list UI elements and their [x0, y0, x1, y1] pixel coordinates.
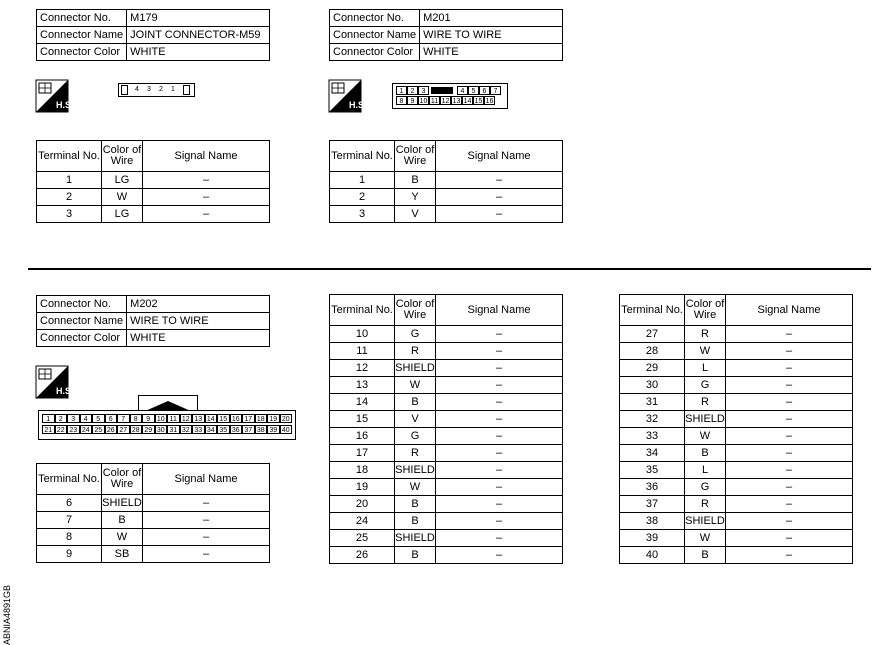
signal-cell: –	[436, 326, 563, 343]
pin: 7	[117, 414, 130, 423]
table-row	[620, 513, 853, 530]
pin: 6	[479, 86, 490, 95]
m179-connector-face	[118, 83, 195, 97]
wire-color-cell: W	[395, 377, 436, 394]
latch-left	[121, 85, 128, 95]
signal-cell: –	[726, 428, 853, 445]
pin: 28	[130, 425, 143, 434]
table-row	[330, 326, 563, 343]
pin: 24	[80, 425, 93, 434]
wire-color-cell: R	[395, 343, 436, 360]
terminal-cell: 19	[330, 479, 395, 496]
terminal-cell: 24	[330, 513, 395, 530]
wire-color-cell: B	[395, 547, 436, 564]
signal-cell: –	[436, 496, 563, 513]
pin: 3	[147, 86, 151, 93]
table-row	[620, 377, 853, 394]
connector-name-label: Connector Name	[330, 27, 420, 44]
signal-cell: –	[726, 530, 853, 547]
pin: 8	[130, 414, 143, 423]
terminal-cell: 18	[330, 462, 395, 479]
pin: 13	[192, 414, 205, 423]
wire-color-cell: B	[102, 512, 143, 529]
signal-cell: –	[436, 428, 563, 445]
wire-color-cell: SHIELD	[395, 360, 436, 377]
terminal-no-header: Terminal No.	[330, 295, 395, 326]
table-row	[330, 206, 563, 223]
signal-cell: –	[436, 462, 563, 479]
signal-name-header: Signal Name	[143, 141, 270, 172]
table-row	[330, 513, 563, 530]
terminal-cell: 38	[620, 513, 685, 530]
pin: 14	[463, 98, 472, 105]
wire-color-cell: G	[395, 428, 436, 445]
connector-no-value: M202	[127, 296, 270, 313]
pin: 5	[468, 86, 479, 95]
pin: 39	[267, 425, 280, 434]
pin: 1	[171, 86, 175, 93]
pin: 16	[230, 414, 243, 423]
wire-color-cell: R	[685, 496, 726, 513]
table-row	[37, 512, 270, 529]
terminal-cell: 6	[37, 495, 102, 512]
pin: 2	[55, 414, 68, 423]
table-row	[620, 343, 853, 360]
signal-cell: –	[436, 172, 563, 189]
table-row	[330, 479, 563, 496]
pin: 5	[92, 414, 105, 423]
connector-color-label: Connector Color	[37, 330, 127, 347]
signal-cell: –	[436, 547, 563, 564]
connector-name-label: Connector Name	[37, 27, 127, 44]
m201-info-table	[329, 9, 563, 61]
connector-no-label: Connector No.	[37, 296, 127, 313]
wire-color-cell: B	[395, 496, 436, 513]
wire-color-cell: SHIELD	[685, 513, 726, 530]
hs-icon	[36, 366, 74, 398]
table-row	[620, 462, 853, 479]
table-row	[330, 428, 563, 445]
pin: 10	[155, 414, 168, 423]
pin: 2	[407, 86, 418, 95]
terminal-cell: 37	[620, 496, 685, 513]
wire-color-cell: SB	[102, 546, 143, 563]
signal-cell: –	[726, 411, 853, 428]
connector-color-label: Connector Color	[37, 44, 127, 61]
pin: 4	[135, 86, 139, 93]
table-row	[37, 495, 270, 512]
signal-cell: –	[436, 377, 563, 394]
pin: 36	[230, 425, 243, 434]
signal-cell: –	[436, 343, 563, 360]
table-row	[330, 496, 563, 513]
m202-terminal-table-a	[36, 463, 270, 563]
table-row	[330, 411, 563, 428]
signal-cell: –	[726, 496, 853, 513]
connector-color-value: WHITE	[127, 44, 270, 61]
pin: 9	[142, 414, 155, 423]
pin: 13	[452, 98, 461, 105]
terminal-cell: 17	[330, 445, 395, 462]
color-of-wire-header: Color of Wire	[102, 141, 143, 172]
table-row	[620, 394, 853, 411]
terminal-cell: 26	[330, 547, 395, 564]
table-row	[37, 206, 270, 223]
signal-cell: –	[143, 206, 270, 223]
pin: 29	[142, 425, 155, 434]
table-row	[37, 189, 270, 206]
wire-color-cell: W	[102, 529, 143, 546]
signal-cell: –	[726, 547, 853, 564]
pin: 16	[485, 98, 494, 105]
table-row	[330, 394, 563, 411]
table-row	[620, 530, 853, 547]
pin: 15	[217, 414, 230, 423]
table-row	[330, 377, 563, 394]
pin: 4	[457, 86, 468, 95]
signal-cell: –	[726, 343, 853, 360]
signal-cell: –	[726, 394, 853, 411]
terminal-cell: 32	[620, 411, 685, 428]
signal-cell: –	[436, 411, 563, 428]
terminal-cell: 30	[620, 377, 685, 394]
terminal-cell: 2	[330, 189, 395, 206]
wire-color-cell: B	[395, 172, 436, 189]
connector-color-value: WHITE	[127, 330, 270, 347]
wire-color-cell: B	[685, 445, 726, 462]
pin: 34	[205, 425, 218, 434]
m202-terminal-table-c	[619, 294, 853, 564]
terminal-cell: 35	[620, 462, 685, 479]
pin: 37	[242, 425, 255, 434]
table-row	[330, 343, 563, 360]
table-row	[330, 530, 563, 547]
signal-name-header: Signal Name	[143, 464, 270, 495]
table-row	[620, 479, 853, 496]
signal-cell: –	[726, 479, 853, 496]
wire-color-cell: R	[685, 394, 726, 411]
terminal-cell: 16	[330, 428, 395, 445]
color-of-wire-header: Color of Wire	[685, 295, 726, 326]
wire-color-cell: LG	[102, 206, 143, 223]
pin: 40	[280, 425, 293, 434]
pin: 3	[67, 414, 80, 423]
table-row	[330, 462, 563, 479]
m179-terminal-table	[36, 140, 270, 223]
pin: 23	[67, 425, 80, 434]
wire-color-cell: V	[395, 411, 436, 428]
table-row	[37, 546, 270, 563]
terminal-cell: 33	[620, 428, 685, 445]
pin: 35	[217, 425, 230, 434]
terminal-no-header: Terminal No.	[620, 295, 685, 326]
wire-color-cell: W	[685, 530, 726, 547]
connector-no-label: Connector No.	[330, 10, 420, 27]
section-divider	[28, 268, 871, 270]
signal-cell: –	[436, 206, 563, 223]
pin: 11	[430, 98, 439, 105]
wire-color-cell: B	[395, 394, 436, 411]
connector-name-value: JOINT CONNECTOR-M59	[127, 27, 270, 44]
signal-name-header: Signal Name	[726, 295, 853, 326]
pin: 2	[159, 86, 163, 93]
figure-code: ABNIA4891GB	[2, 585, 12, 645]
wire-color-cell: L	[685, 360, 726, 377]
pin: 3	[418, 86, 429, 95]
signal-cell: –	[436, 189, 563, 206]
hs-icon	[329, 80, 367, 112]
pin: 27	[117, 425, 130, 434]
wire-color-cell: W	[685, 343, 726, 360]
wire-color-cell: SHIELD	[395, 530, 436, 547]
table-row	[620, 326, 853, 343]
pin: 38	[255, 425, 268, 434]
pin: 8	[396, 96, 407, 105]
connector-name-value: WIRE TO WIRE	[127, 313, 270, 330]
pin: 6	[105, 414, 118, 423]
wire-color-cell: G	[685, 377, 726, 394]
terminal-cell: 34	[620, 445, 685, 462]
terminal-cell: 10	[330, 326, 395, 343]
signal-name-header: Signal Name	[436, 141, 563, 172]
connector-color-label: Connector Color	[330, 44, 420, 61]
wire-color-cell: V	[395, 206, 436, 223]
connector-name-value: WIRE TO WIRE	[420, 27, 563, 44]
wire-color-cell: G	[395, 326, 436, 343]
signal-cell: –	[143, 495, 270, 512]
pin: 10	[419, 98, 428, 105]
pin: 4	[80, 414, 93, 423]
pin: 18	[255, 414, 268, 423]
terminal-cell: 25	[330, 530, 395, 547]
signal-cell: –	[726, 326, 853, 343]
signal-cell: –	[143, 512, 270, 529]
wire-color-cell: B	[685, 547, 726, 564]
signal-cell: –	[143, 529, 270, 546]
wire-color-cell: SHIELD	[395, 462, 436, 479]
m202-terminal-table-b	[329, 294, 563, 564]
table-row	[620, 496, 853, 513]
pin: 11	[167, 414, 180, 423]
wire-color-cell: B	[395, 513, 436, 530]
terminal-cell: 31	[620, 394, 685, 411]
signal-cell: –	[436, 513, 563, 530]
terminal-cell: 7	[37, 512, 102, 529]
signal-cell: –	[143, 172, 270, 189]
m202-connector-face	[38, 410, 296, 440]
signal-cell: –	[726, 445, 853, 462]
pin: 1	[396, 86, 407, 95]
signal-cell: –	[726, 462, 853, 479]
terminal-no-header: Terminal No.	[330, 141, 395, 172]
signal-cell: –	[436, 530, 563, 547]
connector-no-value: M179	[127, 10, 270, 27]
signal-cell: –	[436, 479, 563, 496]
signal-cell: –	[436, 394, 563, 411]
terminal-cell: 1	[330, 172, 395, 189]
signal-cell: –	[436, 445, 563, 462]
wire-color-cell: L	[685, 462, 726, 479]
terminal-cell: 2	[37, 189, 102, 206]
terminal-cell: 13	[330, 377, 395, 394]
color-of-wire-header: Color of Wire	[102, 464, 143, 495]
color-of-wire-header: Color of Wire	[395, 295, 436, 326]
wire-color-cell: Y	[395, 189, 436, 206]
terminal-cell: 3	[330, 206, 395, 223]
signal-cell: –	[726, 360, 853, 377]
terminal-cell: 27	[620, 326, 685, 343]
hs-label: H.S.	[56, 100, 74, 110]
table-row	[620, 428, 853, 445]
signal-cell: –	[143, 546, 270, 563]
signal-name-header: Signal Name	[436, 295, 563, 326]
wire-color-cell: W	[685, 428, 726, 445]
terminal-no-header: Terminal No.	[37, 141, 102, 172]
terminal-cell: 14	[330, 394, 395, 411]
signal-cell: –	[726, 513, 853, 530]
hs-icon	[36, 80, 74, 112]
m201-connector-face	[392, 83, 508, 109]
pin: 12	[180, 414, 193, 423]
m201-terminal-table	[329, 140, 563, 223]
connector-key	[431, 87, 453, 94]
pin: 26	[105, 425, 118, 434]
terminal-cell: 1	[37, 172, 102, 189]
pin: 33	[192, 425, 205, 434]
m202-info-table	[36, 295, 270, 347]
signal-cell: –	[143, 189, 270, 206]
terminal-cell: 20	[330, 496, 395, 513]
terminal-cell: 8	[37, 529, 102, 546]
table-row	[330, 445, 563, 462]
table-row	[37, 172, 270, 189]
terminal-cell: 12	[330, 360, 395, 377]
table-row	[330, 547, 563, 564]
pin: 22	[55, 425, 68, 434]
terminal-cell: 36	[620, 479, 685, 496]
table-row	[330, 360, 563, 377]
m179-info-table	[36, 9, 270, 61]
wire-color-cell: SHIELD	[102, 495, 143, 512]
pin: 12	[441, 98, 450, 105]
pin: 17	[242, 414, 255, 423]
pin: 19	[267, 414, 280, 423]
color-of-wire-header: Color of Wire	[395, 141, 436, 172]
terminal-cell: 11	[330, 343, 395, 360]
pin: 1	[42, 414, 55, 423]
terminal-cell: 9	[37, 546, 102, 563]
table-row	[330, 189, 563, 206]
table-row	[330, 172, 563, 189]
wire-color-cell: R	[395, 445, 436, 462]
pin: 21	[42, 425, 55, 434]
pin: 15	[474, 98, 483, 105]
pin: 20	[280, 414, 293, 423]
terminal-no-header: Terminal No.	[37, 464, 102, 495]
wire-color-cell: R	[685, 326, 726, 343]
connector-no-label: Connector No.	[37, 10, 127, 27]
pin: 25	[92, 425, 105, 434]
table-row	[620, 411, 853, 428]
signal-cell: –	[436, 360, 563, 377]
pin: 9	[407, 96, 418, 105]
latch-right	[183, 85, 190, 95]
hs-label: H.S.	[349, 100, 367, 110]
pin: 7	[490, 86, 501, 95]
pin: 31	[167, 425, 180, 434]
connector-no-value: M201	[420, 10, 563, 27]
wire-color-cell: W	[102, 189, 143, 206]
signal-cell: –	[726, 377, 853, 394]
wire-color-cell: SHIELD	[685, 411, 726, 428]
pin: 30	[155, 425, 168, 434]
wire-color-cell: LG	[102, 172, 143, 189]
terminal-cell: 15	[330, 411, 395, 428]
pin: 32	[180, 425, 193, 434]
wire-color-cell: W	[395, 479, 436, 496]
terminal-cell: 29	[620, 360, 685, 377]
wire-color-cell: G	[685, 479, 726, 496]
terminal-cell: 39	[620, 530, 685, 547]
connector-color-value: WHITE	[420, 44, 563, 61]
table-row	[620, 360, 853, 377]
terminal-cell: 40	[620, 547, 685, 564]
terminal-cell: 3	[37, 206, 102, 223]
hs-label: H.S.	[56, 386, 74, 396]
table-row	[37, 529, 270, 546]
pin: 14	[205, 414, 218, 423]
table-row	[620, 445, 853, 462]
table-row	[620, 547, 853, 564]
terminal-cell: 28	[620, 343, 685, 360]
connector-name-label: Connector Name	[37, 313, 127, 330]
